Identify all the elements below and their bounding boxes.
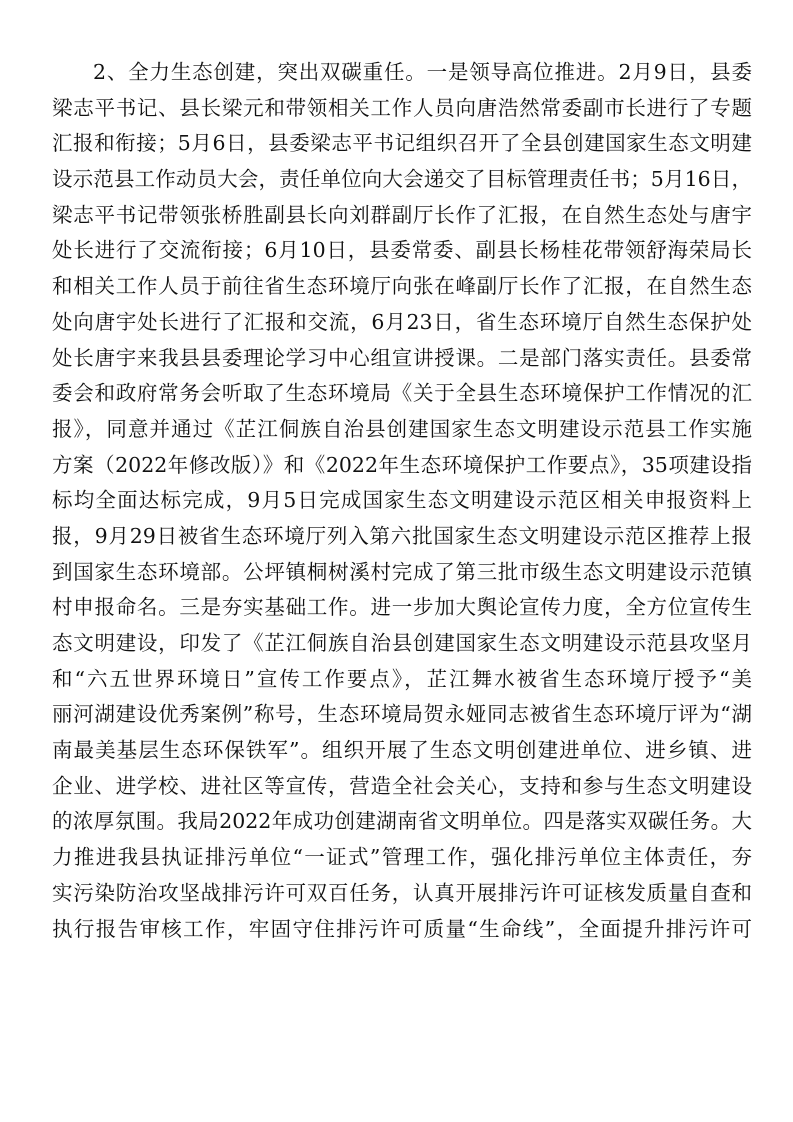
paragraph-line: 汇报和衔接；5月6日，县委梁志平书记组织召开了全县创建国家生态文明建 bbox=[52, 131, 752, 156]
paragraph-line: 实污染防治攻坚战排污许可双百任务，认真开展排污许可证核发质量自查和 bbox=[52, 880, 752, 905]
paragraph-line: 方案（2022年修改版）》和《2022年生态环境保护工作要点》，35项建设指 bbox=[52, 452, 752, 477]
paragraph-line: 报，9月29日被省生态环境厅列入第六批国家生态文明建设示范区推荐上报 bbox=[52, 523, 752, 548]
paragraph-line: 力推进我县执证排污单位“一证式”管理工作，强化排污单位主体责任，夯 bbox=[52, 845, 752, 870]
paragraph-line: 丽河湖建设优秀案例”称号，生态环境局贺永娅同志被省生态环境厅评为“湖 bbox=[52, 702, 752, 727]
paragraph-line: 处长进行了交流衔接；6月10日，县委常委、副县长杨桂花带领舒海荣局长 bbox=[52, 238, 752, 263]
paragraph-line: 处向唐宇处长进行了汇报和交流，6月23日，省生态环境厅自然生态保护处 bbox=[52, 309, 752, 334]
paragraph-line: 和相关工作人员于前往省生态环境厅向张在峰副厅长作了汇报，在自然生态 bbox=[52, 274, 752, 299]
paragraph-line: 处长唐宇来我县县委理论学习中心组宣讲授课。二是部门落实责任。县委常 bbox=[52, 345, 752, 370]
paragraph-line: 到国家生态环境部。公坪镇桐树溪村完成了第三批市级生态文明建设示范镇 bbox=[52, 559, 752, 584]
paragraph-line: 村申报命名。三是夯实基础工作。进一步加大舆论宣传力度，全方位宣传生 bbox=[52, 595, 752, 620]
document-body bbox=[52, 55, 752, 947]
paragraph-line: 南最美基层生态环保铁军”。组织开展了生态文明创建进单位、进乡镇、进 bbox=[52, 738, 752, 763]
paragraph-line: 委会和政府常务会听取了生态环境局《关于全县生态环境保护工作情况的汇 bbox=[52, 381, 752, 406]
paragraph-line: 梁志平书记带领张桥胜副县长向刘群副厅长作了汇报，在自然生态处与唐宇 bbox=[52, 202, 752, 227]
paragraph-line: 执行报告审核工作，牢固守住排污许可质量“生命线”，全面提升排污许可 bbox=[52, 916, 752, 941]
paragraph-line: 和“六五世界环境日”宣传工作要点》，芷江舞水被省生态环境厅授予“美 bbox=[52, 666, 752, 691]
paragraph-line: 设示范县工作动员大会，责任单位向大会递交了目标管理责任书；5月16日， bbox=[52, 167, 752, 192]
paragraph-line: 报》，同意并通过《芷江侗族自治县创建国家生态文明建设示范县工作实施 bbox=[52, 416, 752, 441]
paragraph-line: 梁志平书记、县长梁元和带领相关工作人员向唐浩然常委副市长进行了专题 bbox=[52, 95, 752, 120]
paragraph-line: 标均全面达标完成，9月5日完成国家生态文明建设示范区相关申报资料上 bbox=[52, 488, 752, 513]
paragraph-line: 的浓厚氛围。我局2022年成功创建湖南省文明单位。四是落实双碳任务。大 bbox=[52, 809, 752, 834]
paragraph-line-first: 2、全力生态创建，突出双碳重任。一是领导高位推进。2月9日，县委 bbox=[93, 60, 752, 84]
paragraph-line: 态文明建设，印发了《芷江侗族自治县创建国家生态文明建设示范县攻坚月 bbox=[52, 631, 752, 655]
paragraph-line: 企业、进学校、进社区等宣传，营造全社会关心，支持和参与生态文明建设 bbox=[52, 773, 752, 798]
